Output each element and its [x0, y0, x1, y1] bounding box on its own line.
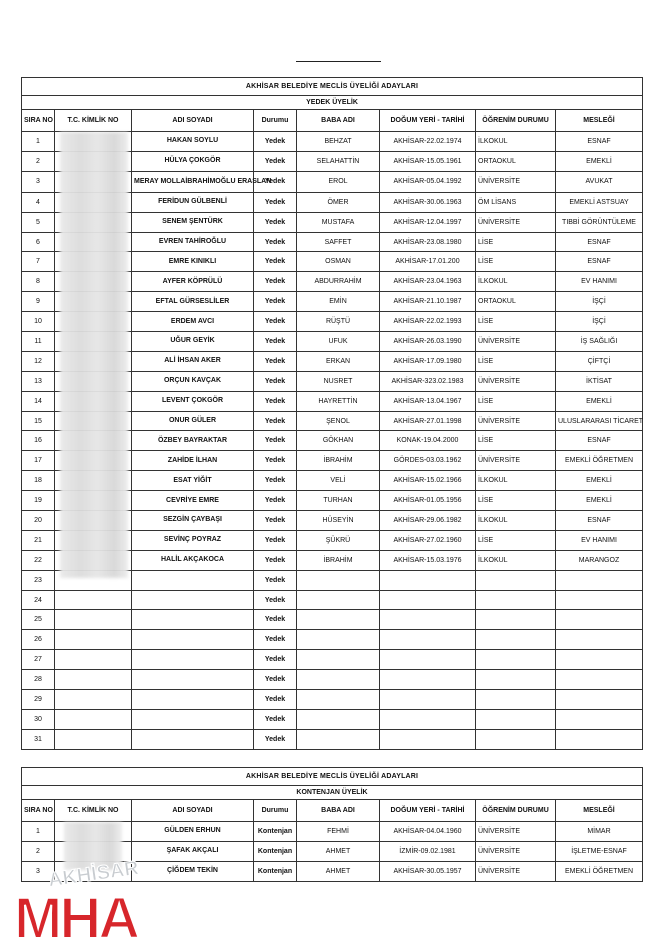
job-cell: ESNAF [556, 232, 643, 252]
education-cell: İLKOKUL [476, 132, 556, 152]
status-cell: Yedek [254, 630, 297, 650]
name-cell [132, 630, 254, 650]
birth-cell: AKHİSAR-23.04.1963 [380, 272, 476, 292]
birth-cell: AKHİSAR-15.02.1966 [380, 471, 476, 491]
father-name-cell: HAYRETTİN [297, 391, 380, 411]
header-meslegi: MESLEĞİ [556, 110, 643, 132]
father-name-cell: UFUK [297, 332, 380, 352]
name-cell: EVREN TAHİROĞLU [132, 232, 254, 252]
tc-kimlik-cell [55, 690, 132, 710]
header-baba-adi: BABA ADI [297, 110, 380, 132]
job-cell: ESNAF [556, 132, 643, 152]
birth-cell: AKHİSAR-04.04.1960 [380, 822, 476, 842]
row-number: 3 [22, 861, 55, 881]
table-title: AKHİSAR BELEDİYE MECLİS ÜYELİĞİ ADAYLARI [22, 78, 643, 96]
table-row [22, 650, 643, 670]
education-cell: LİSE [476, 232, 556, 252]
father-name-cell: OSMAN [297, 252, 380, 272]
job-cell: İŞLETME-ESNAF [556, 841, 643, 861]
name-cell: ÇİĞDEM TEKİN [132, 861, 254, 881]
job-cell: ULUSLARARASI TİCARET [556, 411, 643, 431]
row-number: 5 [22, 212, 55, 232]
name-cell [132, 590, 254, 610]
name-cell: ERDEM AVCI [132, 312, 254, 332]
job-cell [556, 670, 643, 690]
father-name-cell [297, 690, 380, 710]
tc-kimlik-cell [55, 709, 132, 729]
birth-cell: AKHİSAR-22.02.1974 [380, 132, 476, 152]
birth-cell: AKHİSAR-13.04.1967 [380, 391, 476, 411]
header-durumu: Durumu [254, 110, 297, 132]
father-name-cell: İBRAHİM [297, 550, 380, 570]
birth-cell [380, 690, 476, 710]
name-cell: ESAT YİĞİT [132, 471, 254, 491]
birth-cell: GÖRDES-03.03.1962 [380, 451, 476, 471]
row-number: 6 [22, 232, 55, 252]
row-number: 7 [22, 252, 55, 272]
education-cell: ÜNİVERSİTE [476, 332, 556, 352]
status-cell: Yedek [254, 709, 297, 729]
birth-cell: İZMİR-09.02.1981 [380, 841, 476, 861]
education-cell: ÜNİVERSİTE [476, 371, 556, 391]
top-rule [296, 61, 381, 62]
birth-cell [380, 670, 476, 690]
education-cell: İLKOKUL [476, 511, 556, 531]
birth-cell: AKHİSAR-22.02.1993 [380, 312, 476, 332]
father-name-cell: BEHZAT [297, 132, 380, 152]
status-cell: Yedek [254, 690, 297, 710]
name-cell: EFTAL GÜRSESLİLER [132, 292, 254, 312]
table-row [22, 590, 643, 610]
name-cell: HALİL AKÇAKOCA [132, 550, 254, 570]
row-number: 18 [22, 471, 55, 491]
education-cell: LİSE [476, 312, 556, 332]
status-cell: Yedek [254, 570, 297, 590]
education-cell: İLKOKUL [476, 550, 556, 570]
table-row [22, 690, 643, 710]
name-cell [132, 670, 254, 690]
header-tc-kimlik: T.C. KİMLİK NO [55, 800, 132, 822]
education-cell: ÜNİVERSİTE [476, 451, 556, 471]
tc-kimlik-cell [55, 670, 132, 690]
status-cell: Yedek [254, 312, 297, 332]
job-cell: EMEKLİ ASTSUAY [556, 192, 643, 212]
status-cell: Kontenjan [254, 861, 297, 881]
row-number: 13 [22, 371, 55, 391]
father-name-cell: AHMET [297, 841, 380, 861]
status-cell: Yedek [254, 192, 297, 212]
tc-kimlik-cell [55, 650, 132, 670]
birth-cell: AKHİSAR-23.08.1980 [380, 232, 476, 252]
father-name-cell: EROL [297, 171, 380, 192]
header-durumu: Durumu [254, 800, 297, 822]
father-name-cell: NUSRET [297, 371, 380, 391]
row-number: 28 [22, 670, 55, 690]
header-row [22, 800, 643, 822]
education-cell [476, 570, 556, 590]
name-cell [132, 690, 254, 710]
name-cell: SEZGİN ÇAYBAŞI [132, 511, 254, 531]
job-cell: EMEKLİ [556, 471, 643, 491]
row-number: 9 [22, 292, 55, 312]
father-name-cell: GÖKHAN [297, 431, 380, 451]
job-cell [556, 570, 643, 590]
name-cell: GÜLDEN ERHUN [132, 822, 254, 842]
father-name-cell: RÜŞTÜ [297, 312, 380, 332]
father-name-cell [297, 670, 380, 690]
birth-cell: AKHİSAR-05.04.1992 [380, 171, 476, 192]
row-number: 25 [22, 610, 55, 630]
status-cell: Yedek [254, 212, 297, 232]
row-number: 24 [22, 590, 55, 610]
header-baba-adi: BABA ADI [297, 800, 380, 822]
job-cell: ÇİFTÇİ [556, 351, 643, 371]
row-number: 26 [22, 630, 55, 650]
education-cell [476, 709, 556, 729]
status-cell: Yedek [254, 650, 297, 670]
name-cell: ŞAFAK AKÇALI [132, 841, 254, 861]
header-adi-soyadi: ADI SOYADI [132, 110, 254, 132]
job-cell [556, 709, 643, 729]
education-cell: İLKOKUL [476, 272, 556, 292]
father-name-cell [297, 729, 380, 749]
education-cell: İLKOKUL [476, 471, 556, 491]
education-cell [476, 650, 556, 670]
name-cell: AYFER KÖPRÜLÜ [132, 272, 254, 292]
education-cell: LİSE [476, 530, 556, 550]
job-cell: İŞÇİ [556, 312, 643, 332]
job-cell [556, 630, 643, 650]
father-name-cell [297, 570, 380, 590]
status-cell: Yedek [254, 252, 297, 272]
father-name-cell: ERKAN [297, 351, 380, 371]
name-cell: ZAHİDE İLHAN [132, 451, 254, 471]
table-row [22, 709, 643, 729]
name-cell [132, 729, 254, 749]
logo-top-text: AKHİSAR [46, 857, 141, 892]
father-name-cell: FEHMİ [297, 822, 380, 842]
father-name-cell: AHMET [297, 861, 380, 881]
row-number: 12 [22, 351, 55, 371]
job-cell: EMEKLİ ÖĞRETMEN [556, 861, 643, 881]
education-cell: ÜNİVERSİTE [476, 861, 556, 881]
birth-cell: AKHİSAR-26.03.1990 [380, 332, 476, 352]
job-cell [556, 590, 643, 610]
row-number: 2 [22, 151, 55, 171]
father-name-cell [297, 709, 380, 729]
father-name-cell [297, 630, 380, 650]
row-number: 22 [22, 550, 55, 570]
father-name-cell: TURHAN [297, 491, 380, 511]
status-cell: Yedek [254, 590, 297, 610]
tc-kimlik-cell [55, 729, 132, 749]
father-name-cell: ŞÜKRÜ [297, 530, 380, 550]
name-cell: LEVENT ÇOKGÖR [132, 391, 254, 411]
father-name-cell [297, 610, 380, 630]
row-number: 31 [22, 729, 55, 749]
logo-main-text: MHA [14, 886, 138, 948]
education-cell: ÖM LİSANS [476, 192, 556, 212]
row-number: 20 [22, 511, 55, 531]
job-cell: AVUKAT [556, 171, 643, 192]
status-cell: Yedek [254, 371, 297, 391]
name-cell: ALİ İHSAN AKER [132, 351, 254, 371]
header-meslegi: MESLEĞİ [556, 800, 643, 822]
status-cell: Yedek [254, 292, 297, 312]
name-cell: SENEM ŞENTÜRK [132, 212, 254, 232]
birth-cell: AKHİSAR-01.05.1956 [380, 491, 476, 511]
status-cell: Yedek [254, 171, 297, 192]
name-cell: MERAY MOLLAİBRAHİMOĞLU ERASLAN [132, 171, 254, 192]
name-cell: ONUR GÜLER [132, 411, 254, 431]
job-cell: İŞÇİ [556, 292, 643, 312]
name-cell: ÖZBEY BAYRAKTAR [132, 431, 254, 451]
father-name-cell [297, 590, 380, 610]
header-adi-soyadi: ADI SOYADI [132, 800, 254, 822]
father-name-cell: SELAHATTİN [297, 151, 380, 171]
birth-cell [380, 650, 476, 670]
job-cell: İKTİSAT [556, 371, 643, 391]
father-name-cell: ÖMER [297, 192, 380, 212]
birth-cell: AKHİSAR-27.01.1998 [380, 411, 476, 431]
status-cell: Yedek [254, 132, 297, 152]
name-cell: ORÇUN KAVÇAK [132, 371, 254, 391]
education-cell [476, 670, 556, 690]
job-cell [556, 610, 643, 630]
education-cell: ÜNİVERSİTE [476, 212, 556, 232]
name-cell: HÜLYA ÇOKGÖR [132, 151, 254, 171]
job-cell: TIBBİ GÖRÜNTÜLEME [556, 212, 643, 232]
birth-cell [380, 570, 476, 590]
birth-cell: AKHİSAR-29.06.1982 [380, 511, 476, 531]
status-cell: Yedek [254, 491, 297, 511]
header-sira-no: SIRA NO [22, 110, 55, 132]
education-cell: LİSE [476, 391, 556, 411]
education-cell [476, 729, 556, 749]
status-cell: Yedek [254, 550, 297, 570]
education-cell: ÜNİVERSİTE [476, 822, 556, 842]
name-cell [132, 570, 254, 590]
row-number: 15 [22, 411, 55, 431]
job-cell [556, 690, 643, 710]
table-subtitle: KONTENJAN ÜYELİK [22, 786, 643, 800]
education-cell: ÜNİVERSİTE [476, 411, 556, 431]
table-row [22, 630, 643, 650]
education-cell: LİSE [476, 252, 556, 272]
name-cell [132, 650, 254, 670]
birth-cell: AKHİSAR-30.05.1957 [380, 861, 476, 881]
row-number: 16 [22, 431, 55, 451]
status-cell: Yedek [254, 471, 297, 491]
education-cell: ORTAOKUL [476, 292, 556, 312]
table-row [22, 610, 643, 630]
education-cell [476, 630, 556, 650]
job-cell: ESNAF [556, 431, 643, 451]
mha-logo-icon [12, 848, 180, 948]
status-cell: Yedek [254, 151, 297, 171]
father-name-cell: ŞENOL [297, 411, 380, 431]
status-cell: Yedek [254, 411, 297, 431]
job-cell: EMEKLİ [556, 491, 643, 511]
birth-cell [380, 610, 476, 630]
row-number: 27 [22, 650, 55, 670]
education-cell [476, 690, 556, 710]
education-cell [476, 610, 556, 630]
row-number: 2 [22, 841, 55, 861]
birth-cell: AKHİSAR-30.06.1963 [380, 192, 476, 212]
job-cell: İŞ SAĞLIĞI [556, 332, 643, 352]
status-cell: Kontenjan [254, 841, 297, 861]
status-cell: Yedek [254, 610, 297, 630]
tc-kimlik-cell [55, 630, 132, 650]
job-cell: EV HANIMI [556, 530, 643, 550]
status-cell: Yedek [254, 451, 297, 471]
job-cell: EV HANIMI [556, 272, 643, 292]
name-cell: UĞUR GEYİK [132, 332, 254, 352]
row-number: 3 [22, 171, 55, 192]
table-subtitle: YEDEK ÜYELİK [22, 96, 643, 110]
row-number: 21 [22, 530, 55, 550]
birth-cell: AKHİSAR-27.02.1960 [380, 530, 476, 550]
father-name-cell: İBRAHİM [297, 451, 380, 471]
father-name-cell: ABDURRAHİM [297, 272, 380, 292]
birth-cell: AKHİSAR-17.09.1980 [380, 351, 476, 371]
status-cell: Yedek [254, 391, 297, 411]
education-cell: ORTAOKUL [476, 151, 556, 171]
name-cell: SEVİNÇ POYRAZ [132, 530, 254, 550]
status-cell: Kontenjan [254, 822, 297, 842]
status-cell: Yedek [254, 670, 297, 690]
row-number: 4 [22, 192, 55, 212]
status-cell: Yedek [254, 729, 297, 749]
job-cell: MİMAR [556, 822, 643, 842]
birth-cell [380, 729, 476, 749]
status-cell: Yedek [254, 511, 297, 531]
header-dogum: DOĞUM YERİ - TARİHİ [380, 800, 476, 822]
father-name-cell: MUSTAFA [297, 212, 380, 232]
name-cell: EMRE KINIKLI [132, 252, 254, 272]
father-name-cell: VELİ [297, 471, 380, 491]
birth-cell: KONAK-19.04.2000 [380, 431, 476, 451]
row-number: 17 [22, 451, 55, 471]
row-number: 29 [22, 690, 55, 710]
education-cell: ÜNİVERSİTE [476, 171, 556, 192]
header-dogum: DOĞUM YERİ - TARİHİ [380, 110, 476, 132]
birth-cell [380, 630, 476, 650]
birth-cell [380, 709, 476, 729]
birth-cell: AKHİSAR-17.01.200 [380, 252, 476, 272]
status-cell: Yedek [254, 272, 297, 292]
status-cell: Yedek [254, 431, 297, 451]
status-cell: Yedek [254, 530, 297, 550]
father-name-cell: SAFFET [297, 232, 380, 252]
job-cell [556, 729, 643, 749]
table-title: AKHİSAR BELEDİYE MECLİS ÜYELİĞİ ADAYLARI [22, 768, 643, 786]
header-tc-kimlik: T.C. KİMLİK NO [55, 110, 132, 132]
tc-kimlik-cell [55, 590, 132, 610]
header-ogrenim: ÖĞRENİM DURUMU [476, 800, 556, 822]
status-cell: Yedek [254, 232, 297, 252]
status-cell: Yedek [254, 351, 297, 371]
education-cell: LİSE [476, 491, 556, 511]
row-number: 30 [22, 709, 55, 729]
name-cell: CEVRİYE EMRE [132, 491, 254, 511]
name-cell: FERİDUN GÜLBENLİ [132, 192, 254, 212]
education-cell [476, 590, 556, 610]
father-name-cell: EMİN [297, 292, 380, 312]
job-cell: EMEKLİ [556, 391, 643, 411]
job-cell: ESNAF [556, 252, 643, 272]
job-cell: MARANGOZ [556, 550, 643, 570]
birth-cell: AKHİSAR-12.04.1997 [380, 212, 476, 232]
name-cell [132, 709, 254, 729]
row-number: 10 [22, 312, 55, 332]
job-cell: ESNAF [556, 511, 643, 531]
row-number: 8 [22, 272, 55, 292]
birth-cell: AKHİSAR-15.03.1976 [380, 550, 476, 570]
name-cell: HAKAN SOYLU [132, 132, 254, 152]
birth-cell [380, 590, 476, 610]
row-number: 1 [22, 822, 55, 842]
name-cell [132, 610, 254, 630]
row-number: 14 [22, 391, 55, 411]
header-sira-no: SIRA NO [22, 800, 55, 822]
tc-kimlik-cell [55, 610, 132, 630]
row-number: 19 [22, 491, 55, 511]
birth-cell: AKHİSAR-21.10.1987 [380, 292, 476, 312]
education-cell: ÜNİVERSİTE [476, 841, 556, 861]
row-number: 23 [22, 570, 55, 590]
education-cell: LİSE [476, 351, 556, 371]
table-row [22, 670, 643, 690]
education-cell: LİSE [476, 431, 556, 451]
row-number: 1 [22, 132, 55, 152]
table-row [22, 729, 643, 749]
row-number: 11 [22, 332, 55, 352]
header-ogrenim: ÖĞRENİM DURUMU [476, 110, 556, 132]
father-name-cell: HÜSEYİN [297, 511, 380, 531]
job-cell: EMEKLİ ÖĞRETMEN [556, 451, 643, 471]
birth-cell: AKHİSAR-15.05.1961 [380, 151, 476, 171]
status-cell: Yedek [254, 332, 297, 352]
job-cell [556, 650, 643, 670]
father-name-cell [297, 650, 380, 670]
redacted-id-block [60, 132, 128, 578]
birth-cell: AKHİSAR-323.02.1983 [380, 371, 476, 391]
header-row [22, 110, 643, 132]
job-cell: EMEKLİ [556, 151, 643, 171]
